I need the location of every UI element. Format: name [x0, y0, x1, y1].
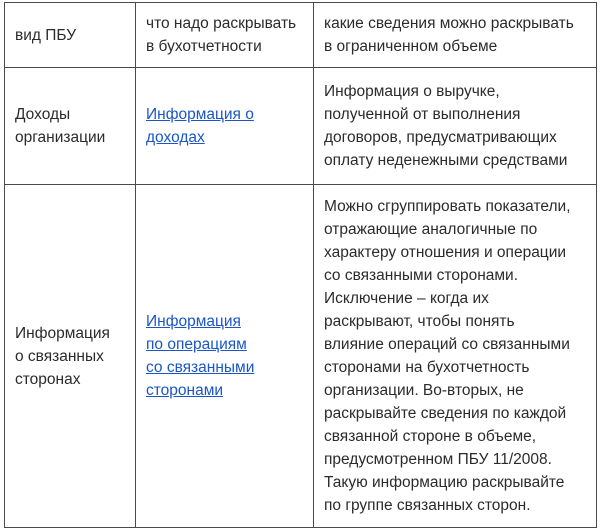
info-line: раскрывают, чтобы понять: [324, 313, 515, 330]
info-line: по группе связанных сторон.: [324, 497, 531, 514]
pbu-type-line: организации: [15, 129, 106, 146]
link-line[interactable]: Информация о: [146, 106, 254, 123]
link-line[interactable]: доходах: [146, 129, 205, 146]
pbu-type-line: Информация: [15, 324, 110, 342]
info-line: Исключение – когда их: [324, 290, 489, 307]
link-line[interactable]: со связанными: [146, 359, 255, 376]
info-line: договоров, предусматривающих: [324, 129, 557, 146]
info-line: Информация о выручке,: [324, 83, 500, 100]
header-limited-info-line: какие сведения можно раскрывать: [324, 15, 574, 32]
header-cell-pbu-type: [5, 3, 136, 68]
link-line[interactable]: сторонами: [146, 382, 224, 399]
info-line: полученной от выполнения: [324, 106, 521, 123]
limited-info-cell: [314, 185, 597, 528]
info-line: организации. Во-вторых, не: [324, 382, 524, 399]
pbu-table: [4, 2, 597, 528]
info-line: характеру отношения и операции: [324, 244, 567, 261]
info-line: раскрывайте сведения по каждой: [324, 405, 567, 422]
link-line[interactable]: Информация: [146, 313, 241, 330]
info-line: оплату неденежными средствами: [324, 152, 568, 169]
info-line: Такую информацию раскрывайте: [324, 474, 565, 491]
header-cell-disclose: [136, 3, 314, 68]
header-cell-limited-info: [314, 3, 597, 68]
table-row-related-parties: [5, 185, 597, 528]
header-pbu-type-text: вид ПБУ: [15, 26, 77, 44]
pbu-type-cell: [5, 185, 136, 528]
limited-info-cell: [314, 68, 597, 185]
related-parties-info-link[interactable]: [146, 310, 303, 402]
pbu-type-line: Доходы: [15, 106, 71, 123]
info-line: влияние операций со связанными: [324, 336, 570, 353]
disclose-cell: [136, 68, 314, 185]
pbu-type-line: сторонах: [15, 370, 81, 388]
info-line: отражающие аналогичные по: [324, 221, 538, 238]
pbu-type-cell: [5, 68, 136, 185]
info-line: связанной стороне в объеме,: [324, 428, 537, 445]
header-limited-info-line: в ограниченном объеме: [324, 38, 498, 55]
link-line[interactable]: по операциям: [146, 336, 247, 353]
header-disclose-line: что надо раскрывать: [146, 15, 297, 32]
disclose-cell: [136, 185, 314, 528]
table-row-income: [5, 68, 597, 185]
header-disclose-line: в бухотчетности: [146, 38, 262, 55]
header-row: [5, 3, 597, 68]
pbu-type-line: о связанных: [15, 347, 104, 365]
info-line: предусмотренном ПБУ 11/2008.: [324, 451, 552, 468]
info-line: Можно сгруппировать показатели,: [324, 198, 571, 215]
income-info-link[interactable]: [146, 103, 303, 149]
info-line: со связанными сторонами.: [324, 267, 518, 284]
info-line: сторонами на бухотчетность: [324, 359, 530, 376]
